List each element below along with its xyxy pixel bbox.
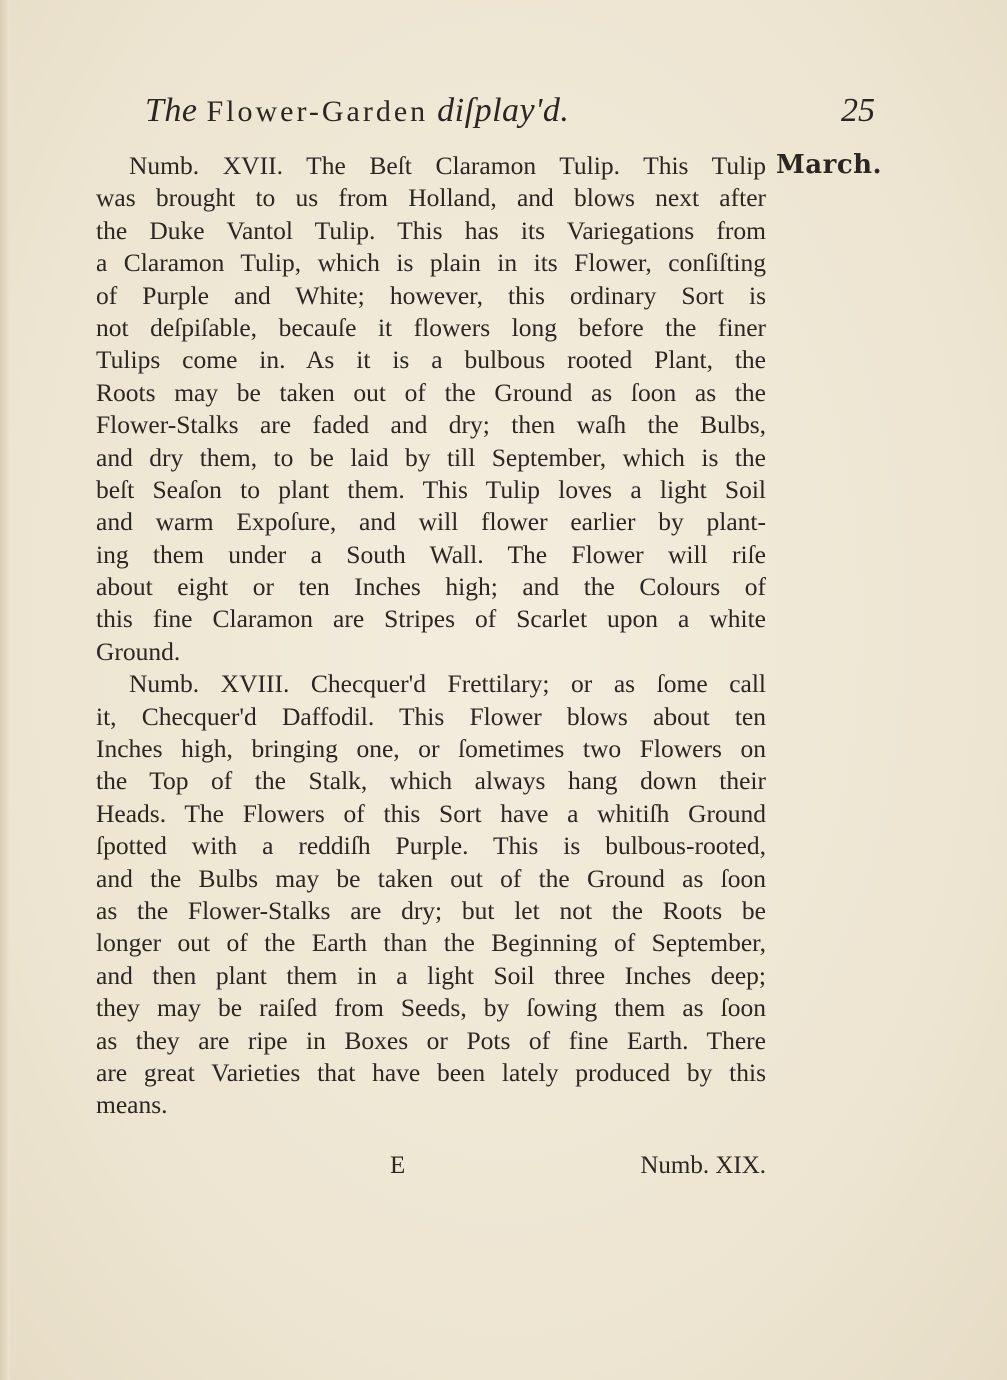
page-number: 25	[841, 92, 875, 129]
text-line: not deſpiſable, becauſe it flowers long before the finer	[96, 312, 766, 342]
page-header	[145, 92, 875, 140]
text-line: ſpotted with a reddiſh Purple. This is bulbous-rooted,	[96, 831, 766, 861]
signature-mark: E	[390, 1152, 406, 1179]
text-line: beſt Seaſon to plant them. This Tulip loves a light Soil	[96, 474, 766, 504]
text-line: Roots may be taken out of the Ground as ſoon as the	[96, 377, 766, 407]
text-line: it, Checquer'd Daffodil. This Flower blows about ten	[96, 701, 766, 731]
text-line: the Top of the Stalk, which always hang down their	[96, 766, 766, 796]
running-title-caps: Flower-Garden	[206, 95, 429, 128]
text-line: this fine Claramon are Stripes of Scarlet upon a white	[96, 604, 766, 634]
running-title-end: diſplay'd.	[437, 92, 570, 129]
text-line: as the Flower-Stalks are dry; but let not the Roots be	[96, 895, 766, 925]
text-line: and dry them, to be laid by till September, which is the	[96, 442, 766, 472]
text-line: and warm Expoſure, and will flower earlier by plant-	[96, 507, 766, 537]
text-line: they may be raiſed from Seeds, by ſowing them as ſoon	[96, 993, 766, 1023]
catchword: Numb. XIX.	[640, 1152, 766, 1179]
text-line: longer out of the Earth than the Beginning of September,	[96, 928, 766, 958]
text-line: means.	[96, 1090, 168, 1120]
text-line: Flower-Stalks are faded and dry; then waſh the Bulbs,	[96, 410, 766, 440]
page-gutter	[0, 0, 10, 1380]
text-line: Ground.	[96, 636, 181, 666]
text-line: the Duke Vantol Tulip. This has its Variegations from	[96, 215, 766, 245]
running-title	[145, 92, 569, 130]
text-line: as they are ripe in Boxes or Pots of fine Earth. There	[96, 1025, 766, 1055]
text-line: are great Varieties that have been lately produced by this	[96, 1057, 766, 1087]
text-line: Heads. The Flowers of this Sort have a whitiſh Ground	[96, 798, 766, 828]
text-line: ing them under a South Wall. The Flower will riſe	[96, 539, 766, 569]
margin-note: March.	[776, 150, 883, 180]
text-line: Numb. XVIII. Checquer'd Frettilary; or as ſome call	[129, 669, 766, 699]
text-line: of Purple and White; however, this ordinary Sort is	[96, 280, 766, 310]
text-line: Tulips come in. As it is a bulbous rooted Plant, the	[96, 345, 766, 375]
text-line: about eight or ten Inches high; and the Colours of	[96, 572, 766, 602]
text-line: and the Bulbs may be taken out of the Ground as ſoon	[96, 863, 766, 893]
body-text	[96, 150, 766, 1122]
running-title-the: The	[145, 92, 198, 129]
text-line: a Claramon Tulip, which is plain in its Flower, conſiſting	[96, 248, 766, 278]
page-footer	[96, 1152, 766, 1188]
text-line: and then plant them in a light Soil three Inches deep;	[96, 960, 766, 990]
text-line: was brought to us from Holland, and blows next after	[96, 183, 766, 213]
text-line: Numb. XVII. The Beſt Claramon Tulip. This Tulip	[129, 151, 766, 180]
text-line: Inches high, bringing one, or ſometimes two Flowers on	[96, 734, 766, 764]
